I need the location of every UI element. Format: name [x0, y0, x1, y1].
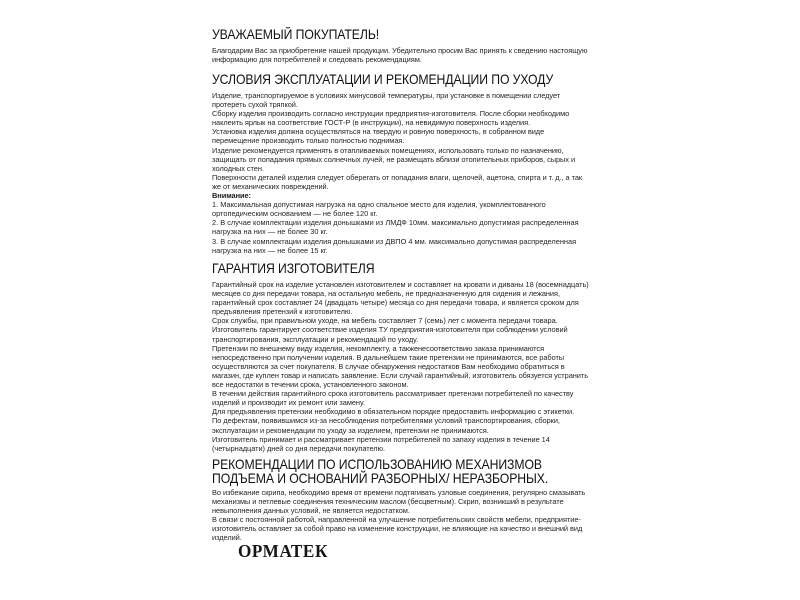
operation-paragraph: Изделие, транспортируемое в условиях минусовой температуры, при установке в помещении следует протереть сухой тряпкой.	[212, 91, 561, 110]
operation-section	[212, 73, 590, 255]
attention-item: 3. В случае комплектации изделия донышками из ДВПО 4 мм. максимально допустимая распределенная нагрузка на них — не более 15 кг.	[212, 236, 577, 255]
warranty-paragraph: Изготовитель гарантирует соответствие изделия ТУ предприятия-изготовителя при соблюдении условий транспортирования, эксплуатации и рекомендаций по уходу.	[212, 325, 568, 344]
brand-logo: ОРМАТЕК	[238, 541, 328, 561]
mechanisms-heading: РЕКОМЕНДАЦИИ ПО ИСПОЛЬЗОВАНИЮ МЕХАНИЗМОВ ПОДЪЕМА И ОСНОВАНИЙ РАЗБОРНЫХ/ НЕРАЗБОРНЫХ.	[212, 457, 549, 486]
warranty-paragraph: Для предъявления претензии необходимо в обязательном порядке предоставить информацию с этикетки.	[212, 407, 575, 417]
warranty-paragraph: Претензии по внешнему виду изделия, некомплекту, а такженесоответствию заказа принимаются непосредственно при получении изделия. В дальнейшем такие претензии не принимаются, все работы осуществляются за счет покупателя. В случае обнаружения недостатков Вам необходимо обратиться в магазин, где куплен товар и написать заявление. Если случай гарантийный, изготовитель обязуется устранить все недостатки в течении срока, установленного законом.	[212, 343, 589, 390]
attention-label: Внимание:	[212, 191, 251, 201]
intro-heading: УВАЖАЕМЫЙ ПОКУПАТЕЛЬ!	[212, 27, 380, 42]
attention-item: 2. В случае комплектации изделия донышками из ЛМДФ 10мм. максимально допустимая распределенная нагрузка на них — не более 30 кг.	[212, 218, 579, 237]
warranty-paragraph: Гарантийный срок на изделие установлен изготовителем и составляет на кровати и диваны 18 (восемнадцать) месяцев со дня передачи товара, на остальную мебель, не предназначенную для сидения и лежания, гарантийный срок составляет 24 (двадцать четыре) месяца со дня передачи товара, и является сроком для предъявления претензий к изготовителю.	[212, 280, 589, 317]
operation-heading: УСЛОВИЯ ЭКСПЛУАТАЦИИ И РЕКОМЕНДАЦИИ ПО УХОДУ	[212, 72, 554, 87]
mechanisms-paragraph: В связи с постоянной работой, направленной на улучшение потребительских свойств мебели, предприятие-изготовитель оставляет за собой право на изменение конструкции, не влияющие на качество и внешний вид изделий.	[212, 515, 583, 543]
operation-paragraph: Сборку изделия производить согласно инструкции предприятия-изготовителя. После сборки необходимо наклеить ярлык на соответствие ГОСТ-Р (в инструкции), на невидимую поверхность изделия.	[212, 109, 570, 128]
warranty-heading: ГАРАНТИЯ ИЗГОТОВИТЕЛЯ	[212, 261, 375, 276]
intro-paragraph: Благодарим Вас за приобретение нашей продукции. Убедительно просим Вас принять к сведению настоящую информацию для потребителей и следовать рекомендациям.	[212, 46, 588, 65]
operation-paragraph: Изделие рекомендуется применять в отапливаемых помещениях, использовать только по назначению, защищать от попадания прямых солнечных лучей, не размещать вблизи отопительных приборов, сырых и холодных стен.	[212, 145, 576, 173]
intro-section	[212, 28, 590, 64]
warranty-paragraph: Срок службы, при правильном уходе, на мебель составляет 7 (семь) лет с момента передачи товара.	[212, 316, 558, 326]
warranty-section	[212, 262, 590, 453]
warranty-paragraph: В течении действия гарантийного срока изготовитель рассматривает претензии потребителей по качеству изделий и производит их ремонт или замену.	[212, 389, 574, 408]
operation-paragraph: Поверхности деталей изделия следует оберегать от попадания влаги, щелочей, ацетона, спирта и т. д., а так же от механических повреждений.	[212, 172, 583, 191]
mechanisms-section	[212, 458, 590, 543]
operation-paragraph: Установка изделия должна осуществляться на твердую и ровную поверхность, в собранном виде перемещение производить только полностью поднимая.	[212, 127, 545, 146]
warranty-paragraph: По дефектам, появившимся из-за несоблюдения потребителями условий транспортирования, сборки, эксплуатации и рекомендации по уходу за изделием, претензии не принимаются.	[212, 416, 560, 435]
warranty-paragraph: Изготовитель принимает и рассматривает претензии потребителей по запаху изделия в течение 14 (четырнадцати) дней со дня передачи покупателю.	[212, 434, 550, 453]
mechanisms-paragraph: Во избежание скрипа, необходимо время от времени подтягивать узловые соединения, регулярно смазывать механизмы и петлевые соединения техническим маслом (бесцветным). Скрип, возникший в результате невыполнения данных условий, не является недостатком.	[212, 488, 586, 516]
attention-item: 1. Максимальная допустимая нагрузка на одно спальное место для изделия, укомплектованного ортопедическим основанием — не более 120 кг.	[212, 200, 546, 219]
